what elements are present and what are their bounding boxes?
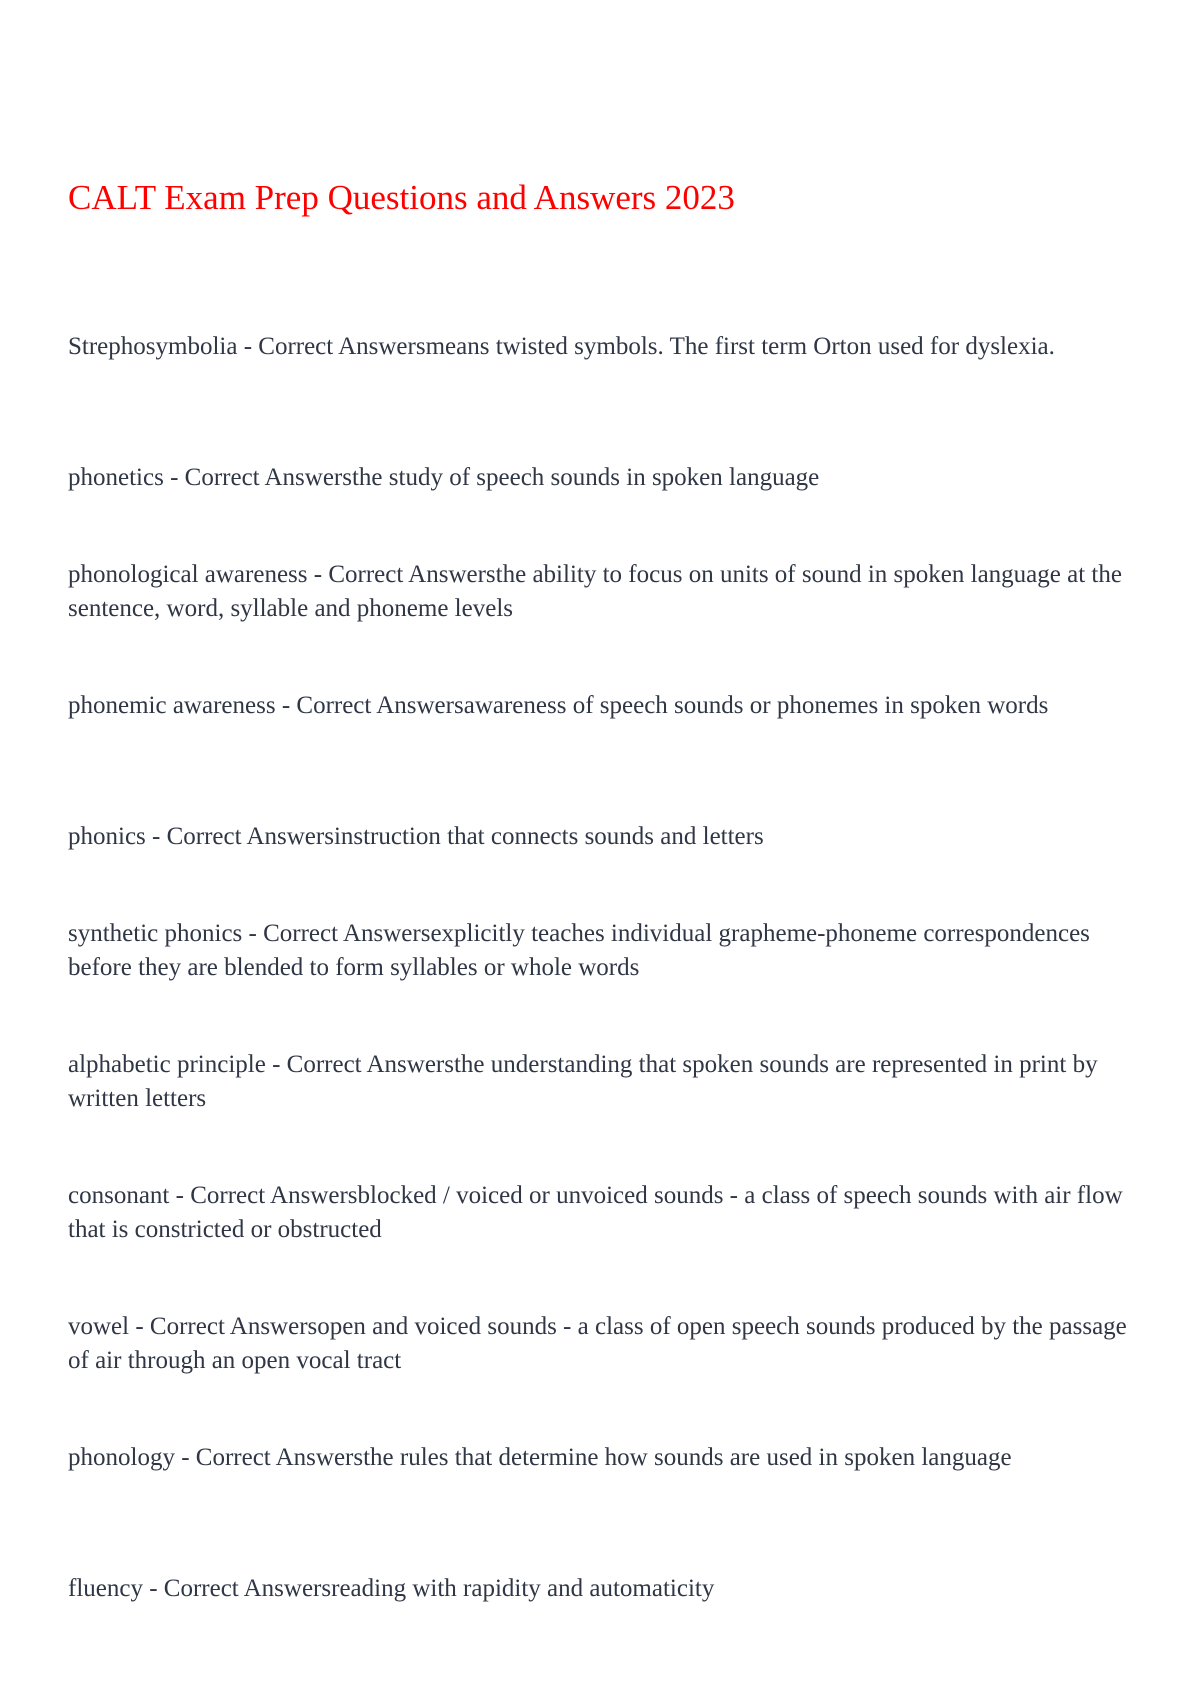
entry-term: phonological awareness — [68, 561, 308, 588]
entry-separator: - Correct Answers — [242, 920, 431, 947]
entry-separator: - Correct Answers — [265, 1051, 454, 1078]
entry-term: alphabetic principle — [68, 1051, 266, 1078]
qa-entry — [68, 1441, 1128, 1475]
entry-term: phonetics — [68, 464, 164, 491]
qa-entry — [68, 1572, 1128, 1606]
entry-term: synthetic phonics — [68, 920, 243, 947]
entry-answer: blocked / voiced or unvoiced sounds - a class of speech sounds with air flow that is constricted or obstructed — [68, 1182, 1123, 1243]
entry-answer: the ability to focus on units of sound in spoken language at the sentence, word, syllable and phoneme levels — [68, 561, 1122, 622]
entry-separator: - Correct Answers — [129, 1313, 318, 1340]
entry-answer: means twisted symbols. The first term Orton used for dyslexia. — [425, 333, 1055, 360]
entry-answer: reading with rapidity and automaticity — [331, 1575, 715, 1602]
qa-entry — [68, 1310, 1128, 1378]
entry-term: fluency — [68, 1575, 143, 1602]
qa-entry — [68, 330, 1128, 364]
entry-term: phonemic awareness — [68, 692, 276, 719]
entry-separator: - Correct Answers — [142, 1575, 332, 1602]
entry-term: phonics — [68, 823, 146, 850]
entry-separator: - Correct Answers — [237, 333, 426, 360]
document-title: CALT Exam Prep Questions and Answers 2023 — [68, 178, 735, 217]
qa-entry — [68, 558, 1128, 626]
entry-answer: explicitly teaches individual grapheme-phoneme correspondences before they are blended to form syllables or whole words — [68, 920, 1090, 981]
entry-separator: - Correct Answers — [307, 561, 496, 588]
qa-entry — [68, 917, 1128, 985]
entry-answer: open and voiced sounds - a class of open speech sounds produced by the passage of air through an open vocal tract — [68, 1313, 1127, 1374]
qa-entry — [68, 1048, 1128, 1116]
qa-entry — [68, 689, 1128, 723]
qa-entry — [68, 820, 1128, 854]
entry-answer: awareness of speech sounds or phonemes in spoken words — [463, 692, 1049, 719]
entry-answer: the study of speech sounds in spoken language — [351, 464, 820, 491]
entry-separator: - Correct Answers — [163, 464, 352, 491]
entry-term: consonant — [68, 1182, 170, 1209]
entry-term: vowel — [68, 1313, 130, 1340]
entry-answer: instruction that connects sounds and letters — [333, 823, 764, 850]
qa-entry — [68, 461, 1128, 495]
entry-term: Strephosymbolia — [68, 333, 238, 360]
entry-answer: the rules that determine how sounds are used in spoken language — [363, 1444, 1012, 1471]
entry-answer: the understanding that spoken sounds are represented in print by written letters — [68, 1051, 1098, 1112]
entry-separator: - Correct Answers — [169, 1182, 358, 1209]
entry-separator: - Correct Answers — [275, 692, 464, 719]
qa-entry — [68, 1179, 1128, 1247]
entry-term: phonology — [68, 1444, 175, 1471]
entry-separator: - Correct Answers — [174, 1444, 364, 1471]
entry-separator: - Correct Answers — [145, 823, 334, 850]
